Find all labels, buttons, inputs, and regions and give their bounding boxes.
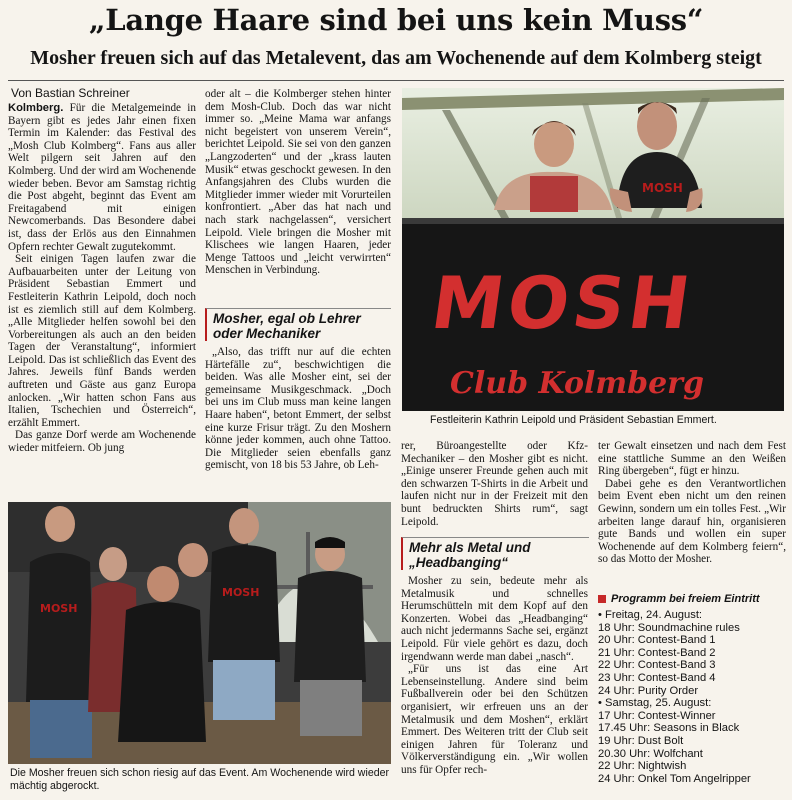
article-column-4 bbox=[598, 440, 786, 566]
program-list bbox=[598, 609, 788, 785]
dateline: Kolmberg. bbox=[8, 102, 64, 114]
photo-leaders-caption: Festleiterin Kathrin Leipold und Präsident Sebastian Emmert. bbox=[430, 414, 717, 426]
article-column-3-lower bbox=[401, 575, 588, 777]
subheading-metal: Mehr als Metal und „Headbanging“ bbox=[401, 537, 589, 570]
subheading-mosher: Mosher, egal ob Lehrer oder Mechaniker bbox=[205, 308, 391, 341]
article-column-3 bbox=[401, 440, 588, 528]
program-item: 19 Uhr: Dust Bolt bbox=[598, 734, 684, 747]
article-column-2-lower bbox=[205, 346, 391, 472]
paragraph: ter Gewalt einsetzen und nach dem Fest eine stattliche Summe an den Weißen Ring übergeben“, fügt er hinzu. bbox=[598, 440, 786, 478]
headline-rule bbox=[8, 80, 784, 81]
subheadline: Mosher freuen sich auf das Metalevent, das am Wochenende auf dem Kolmberg steigt bbox=[30, 47, 762, 69]
article-column-2 bbox=[205, 88, 391, 277]
program-item: 17.45 Uhr: Seasons in Black bbox=[598, 722, 740, 735]
paragraph: „Für uns ist das eine Art Lebenseinstellung. Andere sind beim Fußballverein oder bei den Schützen organisiert, wir erfreuen uns an der Metalmusik und dem Moshen“, erklärt Emmert. Des Weiteren tritt der Club seit einigen Jahren für Toleranz und Völkerverständigung ein. „Wir wollen uns für Opfer rech- bbox=[401, 663, 588, 776]
paragraph: Mosher zu sein, bedeute mehr als Metalmusik und schnelles Herumschütteln mit dem Kopf auf den Konzerten. Wobei das „Headbanging“ auch nicht jedermanns Sache sei, ergänzt Leipold. Für viele gehört es dazu, doch irgendwann werde man dabei „nasch“. bbox=[401, 575, 588, 663]
program-item: 18 Uhr: Soundmachine rules bbox=[598, 621, 740, 634]
paragraph: Dabei gehe es den Verantwortlichen beim Event eben nicht um den reinen Gewinn, sondern um ein tolles Fest. „Wir arbeiten lange darauf hin, organisieren gute Bands und wollen ein super Wochenende auf dem Kolmberg feiern“, so das Motto der Mosher. bbox=[598, 477, 786, 566]
shirt-logo: MOSH bbox=[642, 181, 683, 195]
program-item: 24 Uhr: Onkel Tom Angelripper bbox=[598, 772, 751, 785]
program-item: 20 Uhr: Contest-Band 1 bbox=[598, 634, 716, 647]
sign-mosh: MOSH bbox=[426, 262, 699, 346]
program-item: 24 Uhr: Purity Order bbox=[598, 684, 699, 697]
program-bullet-icon bbox=[598, 595, 606, 603]
program-day: • Freitag, 24. August: bbox=[598, 609, 703, 621]
program-item: 22 Uhr: Nightwish bbox=[598, 760, 687, 773]
article-column-1 bbox=[8, 102, 196, 455]
paragraph: Das ganze Dorf werde am Wochenende wieder mitfeiern. Ob jung bbox=[8, 429, 196, 455]
program-day: • Samstag, 25. August: bbox=[598, 697, 712, 710]
program-title: Programm bei freiem Eintritt bbox=[611, 593, 760, 605]
shirt-logo: MOSH bbox=[40, 602, 78, 615]
headline: „Lange Haare sind bei uns kein Muss“ bbox=[88, 3, 704, 37]
paragraph: Seit einigen Tagen laufen zwar die Aufbauarbeiten unter der Leitung von Präsident Sebastian Emmert und Festleiterin Kathrin Leipold, doch noch ist es ziemlich still auf dem Kolmberg. „Alle Mitglieder helfen sowohl bei den Vorbereitungen als auch an den beiden Tagen der Veranstaltung“, informiert Leipold. Das ist schließlich das Event des Jahres. Jeweils fünf Bands werden auftreten und Gäste aus ganz Europa anlocken. „Wir hatten schon Fans aus Italien, Tschechien und Österreich“, erzählt Emmert. bbox=[8, 253, 196, 429]
shirt-logo: MOSH bbox=[222, 586, 260, 599]
photo-group-caption: Die Mosher freuen sich schon riesig auf das Event. Am Wochenende wird wieder mächtig abgerockt. bbox=[10, 767, 390, 792]
program-item: 17 Uhr: Contest-Winner bbox=[598, 709, 716, 722]
program-item: 20.30 Uhr: Wolfchant bbox=[598, 747, 703, 760]
byline: Von Bastian Schreiner bbox=[11, 86, 130, 100]
paragraph: „Also, das trifft nur auf die echten Härtefälle zu“, beschwichtigen die beiden. Was alle Mosher eint, sei der gemeinsame Musikgeschmack. „Doch bei uns im Club muss man keine langen Haare haben“, betont Emmert, der selbst eine kurze Frisur trägt. Zu den Moshern könne jeder kommen, auch ohne Tattoo. Die Mitglieder seien ebenfalls ganz gemischt, von 18 bis 53 Jahre, ob Leh- bbox=[205, 346, 391, 472]
program-item: 23 Uhr: Contest-Band 4 bbox=[598, 671, 716, 684]
paragraph: oder alt – die Kolmberger stehen hinter dem Mosh-Club. Doch das war nicht immer so. „Meine Mama war anfangs nicht begeistert von unserem Verein“, berichtet Leipold. Sie sei von den ganzen „Langzoderten“ und der „krass lauten Musik“ etwas geschockt gewesen. In den Anfangsjahren des Clubs wurden die Mitglieder immer wieder mit Vorurteilen konfrontiert. „Aber das hat nach und nach stark nachgelassen“, versichert Leipold. Viele bringen die Mosher mit Klischees wie langen Haaren, jeder Menge Tattoos und „leicht verwirrten“ Menschen in Verbindung. bbox=[205, 88, 391, 277]
photo-group-image bbox=[8, 502, 391, 764]
paragraph: rer, Büroangestellte oder Kfz-Mechaniker – den Mosher gibt es nicht. „Einige unserer Freunde gehen auch mit den schwarzen T-Shirts in die Arbeit und laufen nicht nur in der Freizeit mit den bunt bedruckten Shirts rum“, sagt Leipold. bbox=[401, 440, 588, 528]
photo-group bbox=[8, 502, 391, 764]
sign-club: Club Kolmberg bbox=[450, 366, 704, 401]
program-item: 21 Uhr: Contest-Band 2 bbox=[598, 646, 716, 659]
paragraph: Kolmberg. Für die Metalgemeinde in Bayern gibt es jedes Jahr einen fixen Termin im Kalender: das Festival des „Mosh Club Kolmberg“. Fans aus aller Welt pilgern seit Jahren auf den Kolmberg. Und der wird am Wochenende wieder beben. Bevor am Samstag richtig die Post abgeht, beginnt das Event am Freitagabend mit einigen Newcomerbands. Das Besondere dabei ist, dass der Erlös aus den Einnahmen Opfern rechter Gewalt zugutekommt. bbox=[8, 102, 196, 253]
photo-leaders-image bbox=[402, 88, 784, 411]
photo-leaders bbox=[402, 88, 784, 411]
program-item: 22 Uhr: Contest-Band 3 bbox=[598, 659, 716, 672]
